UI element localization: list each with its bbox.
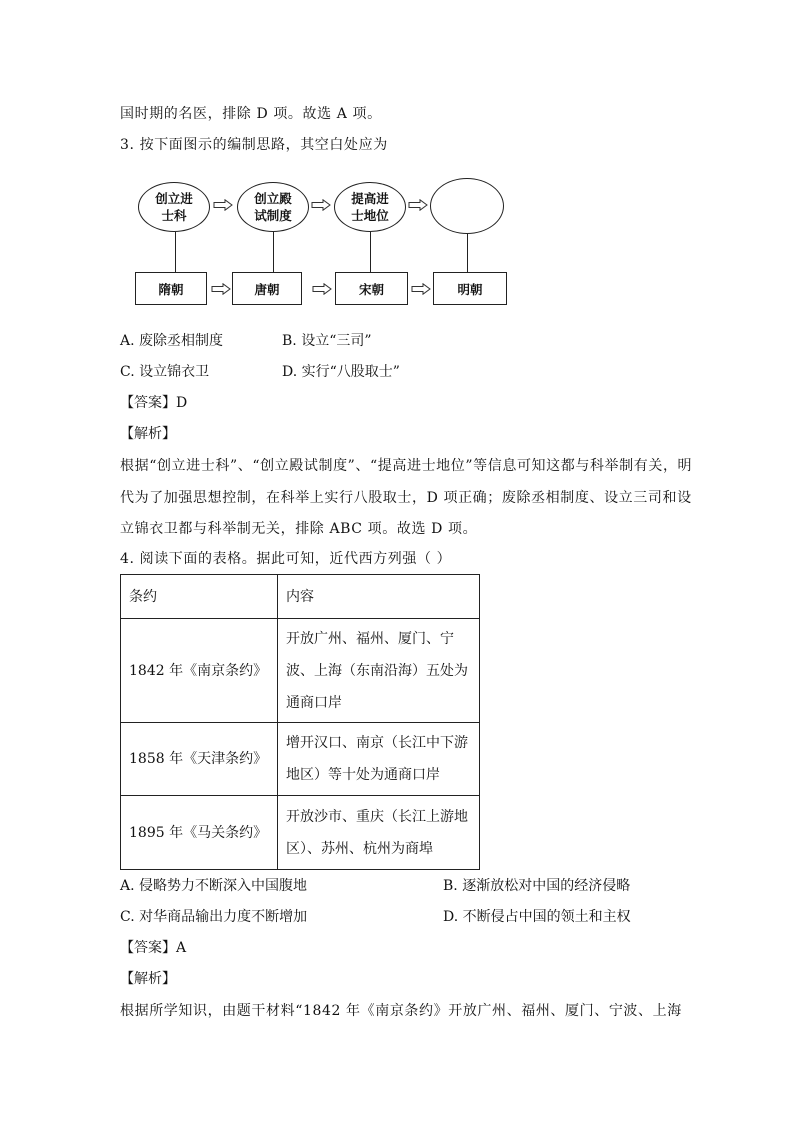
q4-option-c[interactable]: C. 对华商品输出力度不断增加 xyxy=(120,909,308,925)
q4-answer: 【答案】A xyxy=(120,940,187,956)
q3-option-c[interactable]: C. 设立锦衣卫 xyxy=(120,364,210,380)
ellipse-1 xyxy=(138,182,210,232)
arrow-icon xyxy=(311,199,331,211)
q3-analysis-line: 代为了加强思想控制，在科举上实行八股取士，D 项正确；废除丞相制度、设立三司和设 xyxy=(120,490,692,506)
ellipse-3 xyxy=(334,182,406,232)
previous-answer-tail: 国时期的名医，排除 D 项。故选 A 项。 xyxy=(120,106,382,122)
q4-option-d[interactable]: D. 不断侵占中国的领土和主权 xyxy=(443,909,631,925)
ellipse-2 xyxy=(237,182,309,232)
table-header-cell: 内容 xyxy=(278,575,480,619)
blank-ellipse xyxy=(430,178,504,234)
arrow-icon xyxy=(408,199,428,211)
content-line: 开放沙市、重庆（长江上游地 xyxy=(286,808,468,825)
content-line: 波、上海（东南沿海）五处为 xyxy=(286,662,468,679)
arrow-icon xyxy=(211,283,231,295)
arrow-icon xyxy=(411,283,431,295)
treaty-name-cell: 1842 年《南京条约》 xyxy=(121,619,278,723)
question-3-stem: 3. 按下面图示的编制思路，其空白处应为 xyxy=(120,137,388,153)
q3-analysis-line: 立锦衣卫都与科举制无关，排除 ABC 项。故选 D 项。 xyxy=(120,521,478,537)
ellipse-3-text: 提高进 士地位 xyxy=(351,191,389,223)
treaty-content-cell xyxy=(278,619,480,723)
q4-option-a[interactable]: A. 侵略势力不断深入中国腹地 xyxy=(120,878,308,894)
content-line: 地区）等十处为通商口岸 xyxy=(286,767,440,783)
content-line: 通商口岸 xyxy=(286,694,342,711)
table-row xyxy=(121,619,480,723)
dynasty-box-song xyxy=(335,272,408,305)
dynasty-box-sui xyxy=(135,272,207,305)
q4-option-b[interactable]: B. 逐渐放松对中国的经济侵略 xyxy=(443,878,631,894)
treaty-content-cell xyxy=(278,723,480,796)
dynasty-box-ming xyxy=(433,272,507,305)
table-row xyxy=(121,723,480,796)
connector-line xyxy=(370,232,371,272)
treaty-table xyxy=(120,574,480,870)
connector-line xyxy=(467,234,468,272)
q4-analysis-label: 【解析】 xyxy=(120,971,176,987)
ellipse-1-text: 创立进 士科 xyxy=(155,191,193,223)
question-4-stem: 4. 阅读下面的表格。据此可知，近代西方列强（ ） xyxy=(120,551,452,567)
q3-option-d[interactable]: D. 实行“八股取士” xyxy=(282,364,400,380)
arrow-icon xyxy=(213,199,233,211)
dynasty-label: 隋朝 xyxy=(158,281,184,297)
treaty-content-cell xyxy=(278,796,480,870)
content-line: 开放广州、福州、厦门、宁 xyxy=(286,630,454,647)
q3-answer: 【答案】D xyxy=(120,395,188,411)
q4-analysis-line: 根据所学知识，由题干材料“1842 年《南京条约》开放广州、福州、厦门、宁波、上海 xyxy=(120,1003,682,1019)
dynasty-label: 宋朝 xyxy=(358,281,384,297)
q3-analysis-label: 【解析】 xyxy=(120,426,176,442)
table-row xyxy=(121,796,480,870)
dynasty-box-tang xyxy=(232,272,302,305)
arrow-icon xyxy=(312,283,332,295)
ellipse-2-text: 创立殿 试制度 xyxy=(254,191,292,223)
dynasty-label: 唐朝 xyxy=(254,281,280,297)
treaty-name-cell: 1858 年《天津条约》 xyxy=(121,723,278,796)
content-line: 增开汉口、南京（长江中下游 xyxy=(286,735,468,751)
treaty-name-cell: 1895 年《马关条约》 xyxy=(121,796,278,870)
content-line: 区）、苏州、杭州为商埠 xyxy=(286,840,433,857)
q3-analysis-line: 根据“创立进士科”、“创立殿试制度”、“提高进士地位”等信息可知这都与科举制有关，明 xyxy=(120,458,693,474)
table-header-row xyxy=(121,575,480,619)
dynasty-label: 明朝 xyxy=(457,281,483,297)
q3-option-b[interactable]: B. 设立“三司” xyxy=(282,333,372,349)
connector-line xyxy=(175,232,176,272)
table-header-cell: 条约 xyxy=(121,575,278,619)
q3-option-a[interactable]: A. 废除丞相制度 xyxy=(120,333,224,349)
connector-line xyxy=(273,232,274,272)
